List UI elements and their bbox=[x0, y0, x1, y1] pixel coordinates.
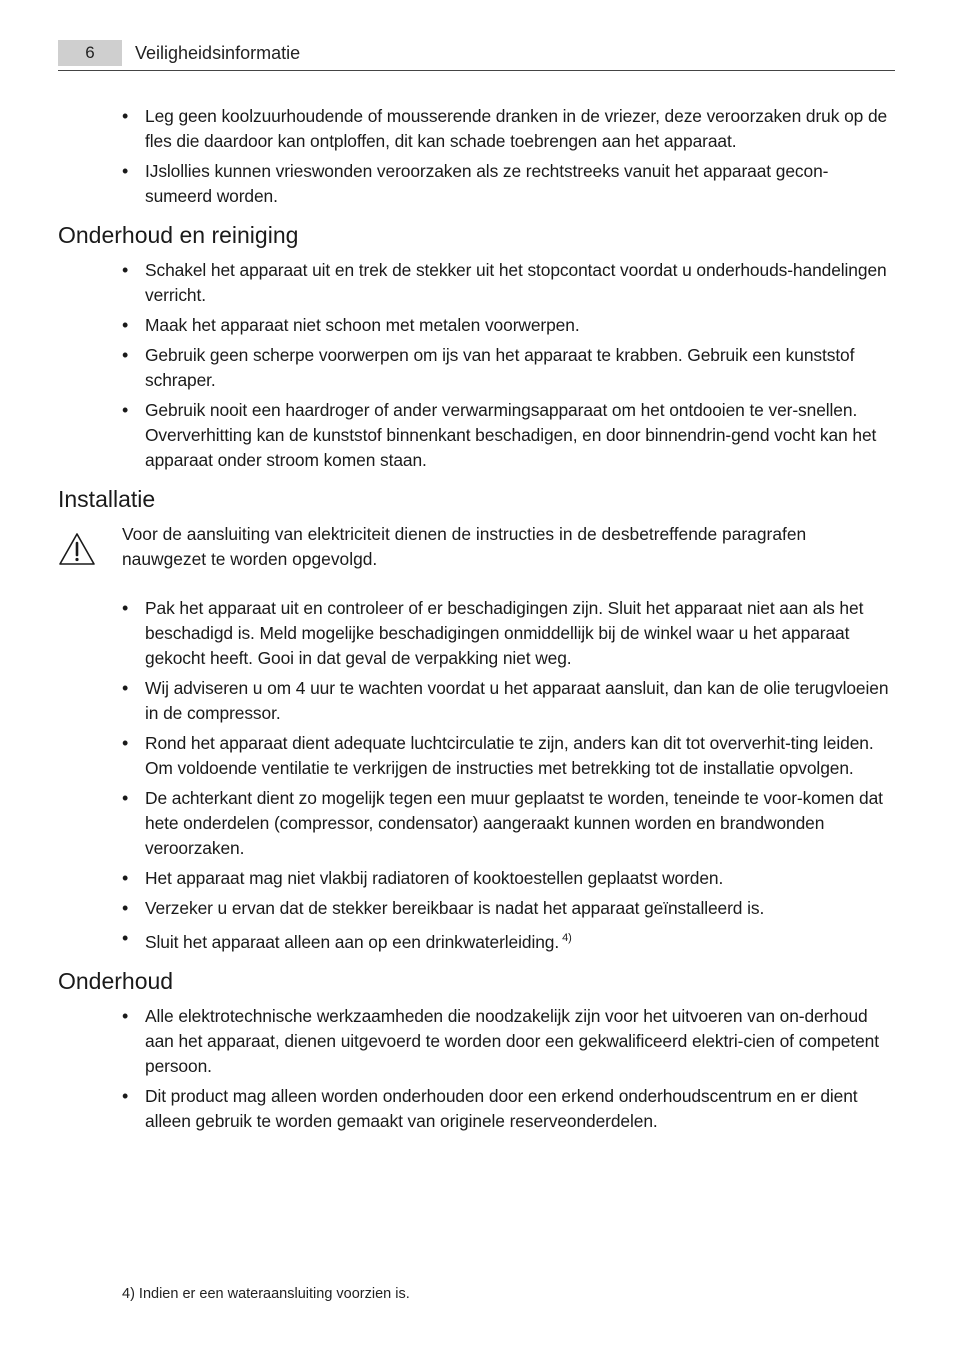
list-item: • Dit product mag alleen worden onderhouden door een erkend onderhoudscentrum en er dient alleen gebruik te worden gemaakt van originele reserveonderdelen. bbox=[58, 1084, 895, 1134]
installation-list bbox=[58, 596, 895, 955]
list-item: • Wij adviseren u om 4 uur te wachten voordat u het apparaat aansluit, dan kan de olie terugvloeien in de compressor. bbox=[58, 676, 895, 726]
heading-maintenance-cleaning: Onderhoud en reiniging bbox=[58, 222, 299, 248]
page-number: 6 bbox=[58, 40, 122, 66]
list-item-text: Sluit het apparaat alleen aan op een drinkwaterleiding. bbox=[145, 932, 560, 952]
footnote-ref: 4) bbox=[562, 932, 572, 944]
list-item: • Rond het apparaat dient adequate luchtcirculatie te zijn, anders kan dit tot oververhit-ting leiden. Om voldoende ventilatie te verkrijgen de instructies met betrekking tot de installatie opvolgen. bbox=[58, 731, 895, 781]
list-item: • IJslollies kunnen vrieswonden veroorzaken als ze rechtstreeks vanuit het apparaat gecon-sumeerd worden. bbox=[58, 159, 895, 209]
list-item: • Gebruik nooit een haardroger of ander verwarmingsapparaat om het ontdooien te ver-snellen. Oververhitting kan de kunststof binnenkant beschadigen, en door binnendrin-gend vocht kan het apparaat onder stroom komen staan. bbox=[58, 398, 895, 473]
maintenance-cleaning-list bbox=[58, 258, 895, 473]
list-item: • De achterkant dient zo mogelijk tegen een muur geplaatst te worden, teneinde te voor-komen dat hete onderdelen (compressor, condensator) aangeraakt kunnen worden en brandwonden veroorzaken. bbox=[58, 786, 895, 861]
intro-list bbox=[58, 104, 895, 209]
list-item: • Gebruik geen scherpe voorwerpen om ijs van het apparaat te krabben. Gebruik een kunststof schraper. bbox=[58, 343, 895, 393]
list-item bbox=[58, 926, 895, 955]
heading-maintenance: Onderhoud bbox=[58, 968, 174, 994]
warning-block bbox=[58, 522, 895, 574]
list-item: • Pak het apparaat uit en controleer of er beschadigingen zijn. Sluit het apparaat niet aan als het beschadigd is. Meld mogelijke beschadigingen onmiddellijk bij de winkel waar u het apparaat gekocht heeft. Gooi in dat geval de verpakking niet weg. bbox=[58, 596, 895, 671]
section-title: Veiligheidsinformatie bbox=[135, 43, 301, 63]
page-header bbox=[58, 40, 895, 70]
header-rule bbox=[58, 70, 895, 71]
list-item: • Verzeker u ervan dat de stekker bereikbaar is nadat het apparaat geïnstalleerd is. bbox=[58, 896, 895, 921]
warning-triangle-icon bbox=[58, 532, 96, 566]
list-item: • Leg geen koolzuurhoudende of mousserende dranken in de vriezer, deze veroorzaken druk op de fles die daardoor kan ontploffen, dit kan schade toebrengen aan het apparaat. bbox=[58, 104, 895, 154]
list-item: • Schakel het apparaat uit en trek de stekker uit het stopcontact voordat u onderhouds-handelingen verricht. bbox=[58, 258, 895, 308]
warning-text: Voor de aansluiting van elektriciteit dienen de instructies in de desbetreffende paragrafen nauwgezet te worden opgevolgd. bbox=[122, 524, 807, 569]
list-item: • Alle elektrotechnische werkzaamheden die noodzakelijk zijn voor het uitvoeren van on-derhoud aan het apparaat, dienen uitgevoerd te worden door een gekwalificeerd elektri-cien of competent persoon. bbox=[58, 1004, 895, 1079]
maintenance-list bbox=[58, 1004, 895, 1134]
footnote: 4) Indien er een wateraansluiting voorzien is. bbox=[122, 1286, 410, 1302]
list-item: • Het apparaat mag niet vlakbij radiatoren of kooktoestellen geplaatst worden. bbox=[58, 866, 895, 891]
heading-installation: Installatie bbox=[58, 486, 156, 512]
list-item: • Maak het apparaat niet schoon met metalen voorwerpen. bbox=[58, 313, 895, 338]
page-content bbox=[58, 104, 895, 1139]
